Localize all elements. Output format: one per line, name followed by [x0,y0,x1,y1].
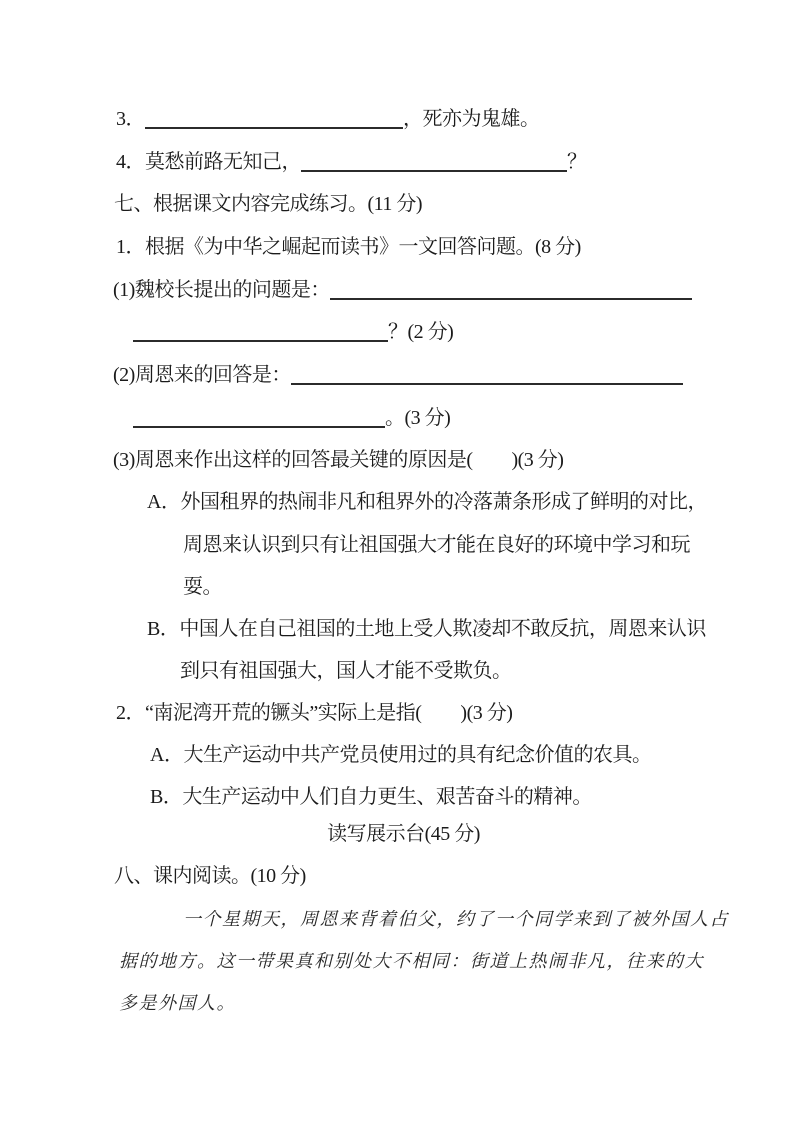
text-run: B．中国人在自己祖国的土地上受人欺凌却不敢反抗，周恩来认识 [147,618,706,640]
text-run: 2．“南泥湾开荒的镢头”实际上是指( )(3 分) [116,702,513,724]
text-run: 读写展示台(45 分) [327,823,480,845]
fill-in-blank [330,278,692,300]
fill-in-blank [133,320,388,342]
section-8-heading [114,862,306,890]
text-run: 八、课内阅读。(10 分) [114,865,306,887]
q7-2-option-a-line [150,741,651,769]
text-run: 周恩来认识到只有让祖国强大才能在良好的环境中学习和玩 [183,534,690,556]
text-run: 4．莫愁前路无知己， [116,151,301,173]
text-run: ？(2 分) [388,321,454,343]
text-run: 3． [116,108,145,130]
q3-line [116,105,540,133]
q7-1-3-option-b-line1 [147,615,706,643]
q7-1-3-option-a-line1 [147,488,707,516]
q7-1-1-line1 [113,276,692,304]
fill-in-blank [291,363,683,385]
text-run: ？ [567,151,587,173]
text-run: A．大生产运动中共产党员使用过的具有纪念价值的农具。 [150,744,652,766]
passage-line1 [183,905,729,933]
text-run: B．大生产运动中人们自力更生、艰苦奋斗的精神。 [150,786,592,808]
text-run: 耍。 [183,576,222,598]
text-run: 。(3 分) [385,407,451,429]
q7-1-3-option-a-line3 [183,573,222,601]
text-run: A．外国租界的热闹非凡和租界外的冷落萧条形成了鲜明的对比， [147,491,707,513]
q7-1-stem [116,233,581,261]
q7-1-3-option-b-line2 [180,657,512,685]
q7-1-2-line2 [133,404,450,432]
text-run: (3)周恩来作出这样的回答最关键的原因是( )(3 分) [113,449,564,471]
text-run: 一个星期天，周恩来背着伯父，约了一个同学来到了被外国人占 [183,909,729,929]
q7-2-option-b-line [150,783,592,811]
q7-1-3-stem [113,446,563,474]
text-run: ，死亦为鬼雄。 [403,108,540,130]
text-run: (2)周恩来的回答是： [113,364,291,386]
q4-line [116,148,587,176]
section-title-reading-writing [0,820,793,848]
fill-in-blank [301,150,567,172]
q7-1-1-line2 [133,318,453,346]
text-run: 据的地方。这一带果真和别处大不相同：街道上热闹非凡，往来的大 [119,951,704,971]
fill-in-blank [145,107,403,129]
text-run: 到只有祖国强大，国人才能不受欺负。 [180,660,512,682]
text-run: 1．根据《为中华之崛起而读书》一文回答问题。(8 分) [116,236,581,258]
text-run: 七、根据课文内容完成练习。(11 分) [114,193,423,215]
passage-line2 [119,947,704,975]
passage-line3 [119,989,236,1017]
q7-2-stem [116,699,512,727]
text-run: 多是外国人。 [119,993,236,1013]
q7-1-3-option-a-line2 [183,531,690,559]
q7-1-2-line1 [113,361,683,389]
text-run: (1)魏校长提出的问题是： [113,279,330,301]
fill-in-blank [133,406,385,428]
section-7-heading [114,190,422,218]
